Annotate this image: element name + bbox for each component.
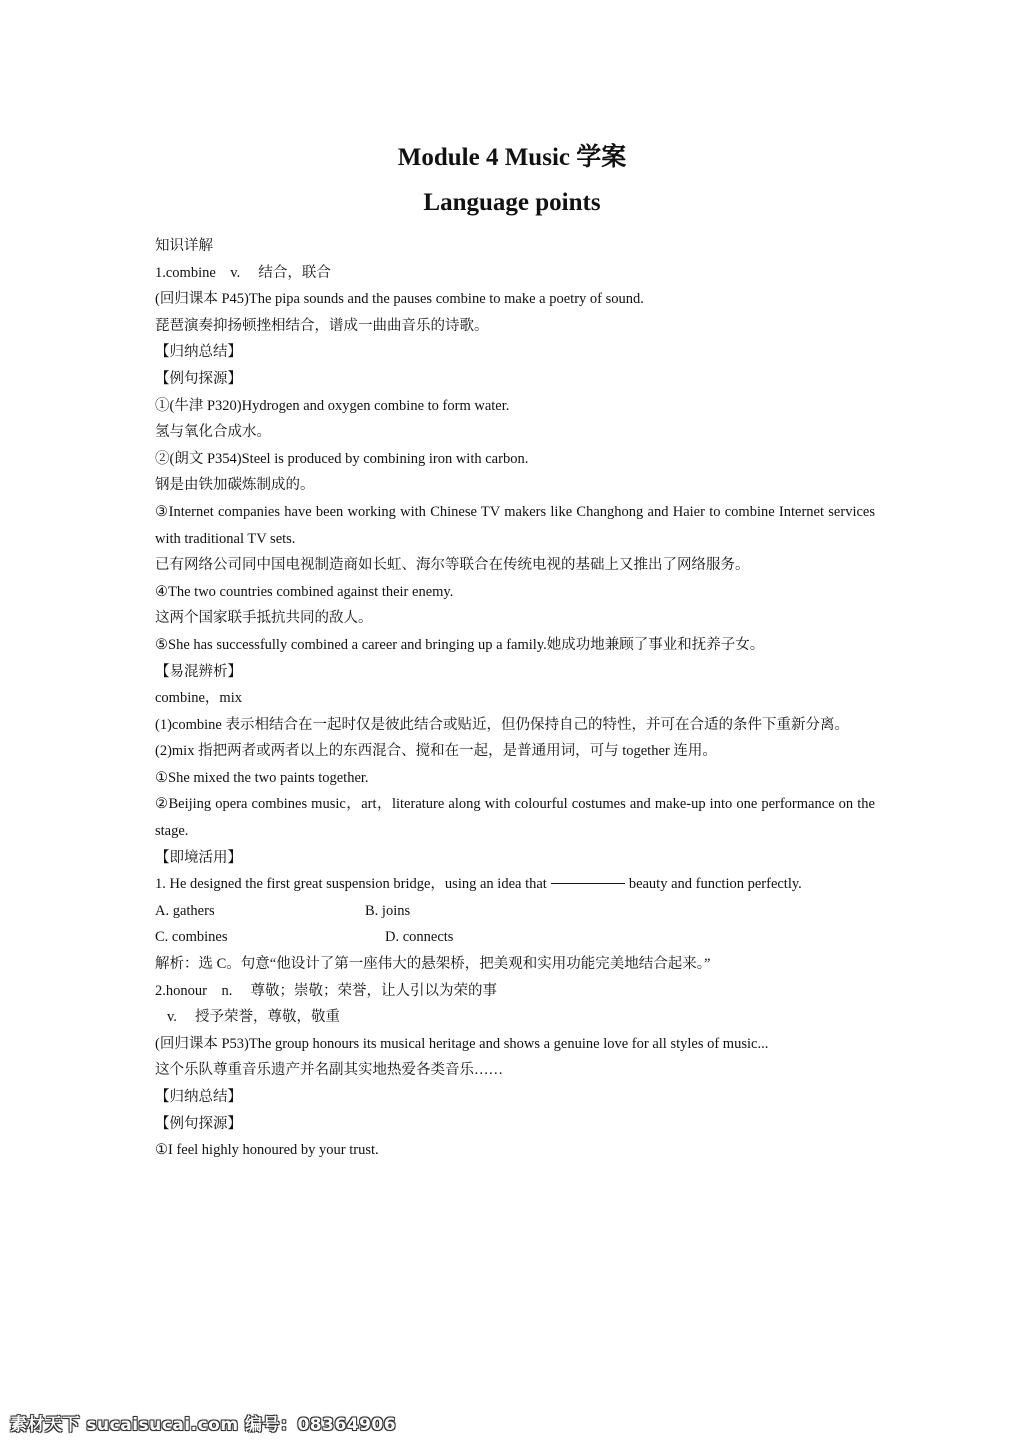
example-sentence: ①(牛津 P320)Hydrogen and oxygen combine to form water. — [155, 397, 510, 414]
answer-analysis: 解析：选 C。句意“他设计了第一座伟大的悬架桥，把美观和实用功能完美地结合起来。” — [155, 956, 711, 973]
vocab-entry-honour: 2.honour n. 尊敬；崇敬；荣誉，让人引以为荣的事 — [155, 982, 497, 999]
label-examples: 【例句探源】 — [155, 1115, 242, 1132]
translation: 钢是由铁加碳炼制成的。 — [155, 477, 315, 494]
answer-blank — [551, 883, 625, 884]
example-sentence: ②(朗文 P354)Steel is produced by combining iron with carbon. — [155, 450, 529, 467]
example-sentence: ①I feel highly honoured by your trust. — [155, 1142, 379, 1159]
label-summary: 【归纳总结】 — [155, 1089, 242, 1105]
section-heading: 知识详解 — [155, 238, 213, 254]
options-row — [155, 898, 875, 925]
translation: 这两个国家联手抵抗共同的敌人。 — [155, 610, 373, 627]
comparison-point: (2)mix 指把两者或两者以上的东西混合、搅和在一起，是普通用词，可与 together 连用。 — [155, 743, 717, 760]
document-subtitle: Language points — [423, 189, 601, 216]
vocab-entry-verb: v. 授予荣誉，尊敬，敬重 — [167, 1009, 341, 1026]
question-stem-start: 1. He designed the first great suspension bridge，using an idea that — [155, 876, 547, 893]
label-summary: 【归纳总结】 — [155, 344, 242, 361]
label-comparison: 【易混辨析】 — [155, 663, 242, 680]
label-practice: 【即境活用】 — [155, 849, 242, 866]
label-examples: 【例句探源】 — [155, 370, 242, 387]
practice-question — [155, 871, 875, 898]
translation: 氢与氧化合成水。 — [155, 424, 271, 441]
textbook-sentence: (回归课本 P53)The group honours its musical heritage and shows a genuine love for all styles of music... — [155, 1035, 769, 1052]
document-title: Module 4 Music 学案 — [397, 144, 627, 171]
example-sentence: ①She mixed the two paints together. — [155, 769, 369, 786]
document-body — [155, 233, 875, 1164]
watermark-strip — [0, 1404, 1024, 1442]
textbook-sentence: (回归课本 P45)The pipa sounds and the pauses combine to make a poetry of sound. — [155, 291, 644, 308]
question-stem-end: beauty and function perfectly. — [628, 876, 802, 893]
watermark-text: 素材天下 sucaisucai.com 编号：08364906 — [10, 1415, 397, 1435]
option-d: D. connects — [385, 929, 454, 946]
vocab-entry-combine: 1.combine v. 结合，联合 — [155, 264, 331, 281]
example-sentence: ③Internet companies have been working with Chinese TV makers like Changhong and Haier to combine Internet services with traditional TV sets. — [155, 503, 875, 547]
comparison-point: (1)combine 表示相结合在一起时仅是彼此结合或贴近，但仍保持自己的特性，并可在合适的条件下重新分离。 — [155, 716, 849, 733]
translation: 琵琶演奏抑扬顿挫相结合，谱成一曲曲音乐的诗歌。 — [155, 317, 489, 334]
translation: 已有网络公司同中国电视制造商如长虹、海尔等联合在传统电视的基础上又推出了网络服务。 — [155, 557, 750, 574]
example-sentence: ⑤She has successfully combined a career and bringing up a family.她成功地兼顾了事业和抚养子女。 — [155, 636, 765, 653]
comparison-terms: combine，mix — [155, 690, 242, 707]
option-c: C. combines — [155, 929, 228, 946]
example-sentence: ④The two countries combined against their enemy. — [155, 583, 454, 600]
translation: 这个乐队尊重音乐遗产并名副其实地热爱各类音乐…… — [155, 1062, 503, 1079]
options-row — [155, 924, 875, 951]
option-b: B. joins — [365, 902, 411, 919]
option-a: A. gathers — [155, 902, 215, 919]
example-sentence: ②Beijing opera combines music，art，literature along with colourful costumes and make-up into one performance on the stage. — [155, 796, 875, 840]
